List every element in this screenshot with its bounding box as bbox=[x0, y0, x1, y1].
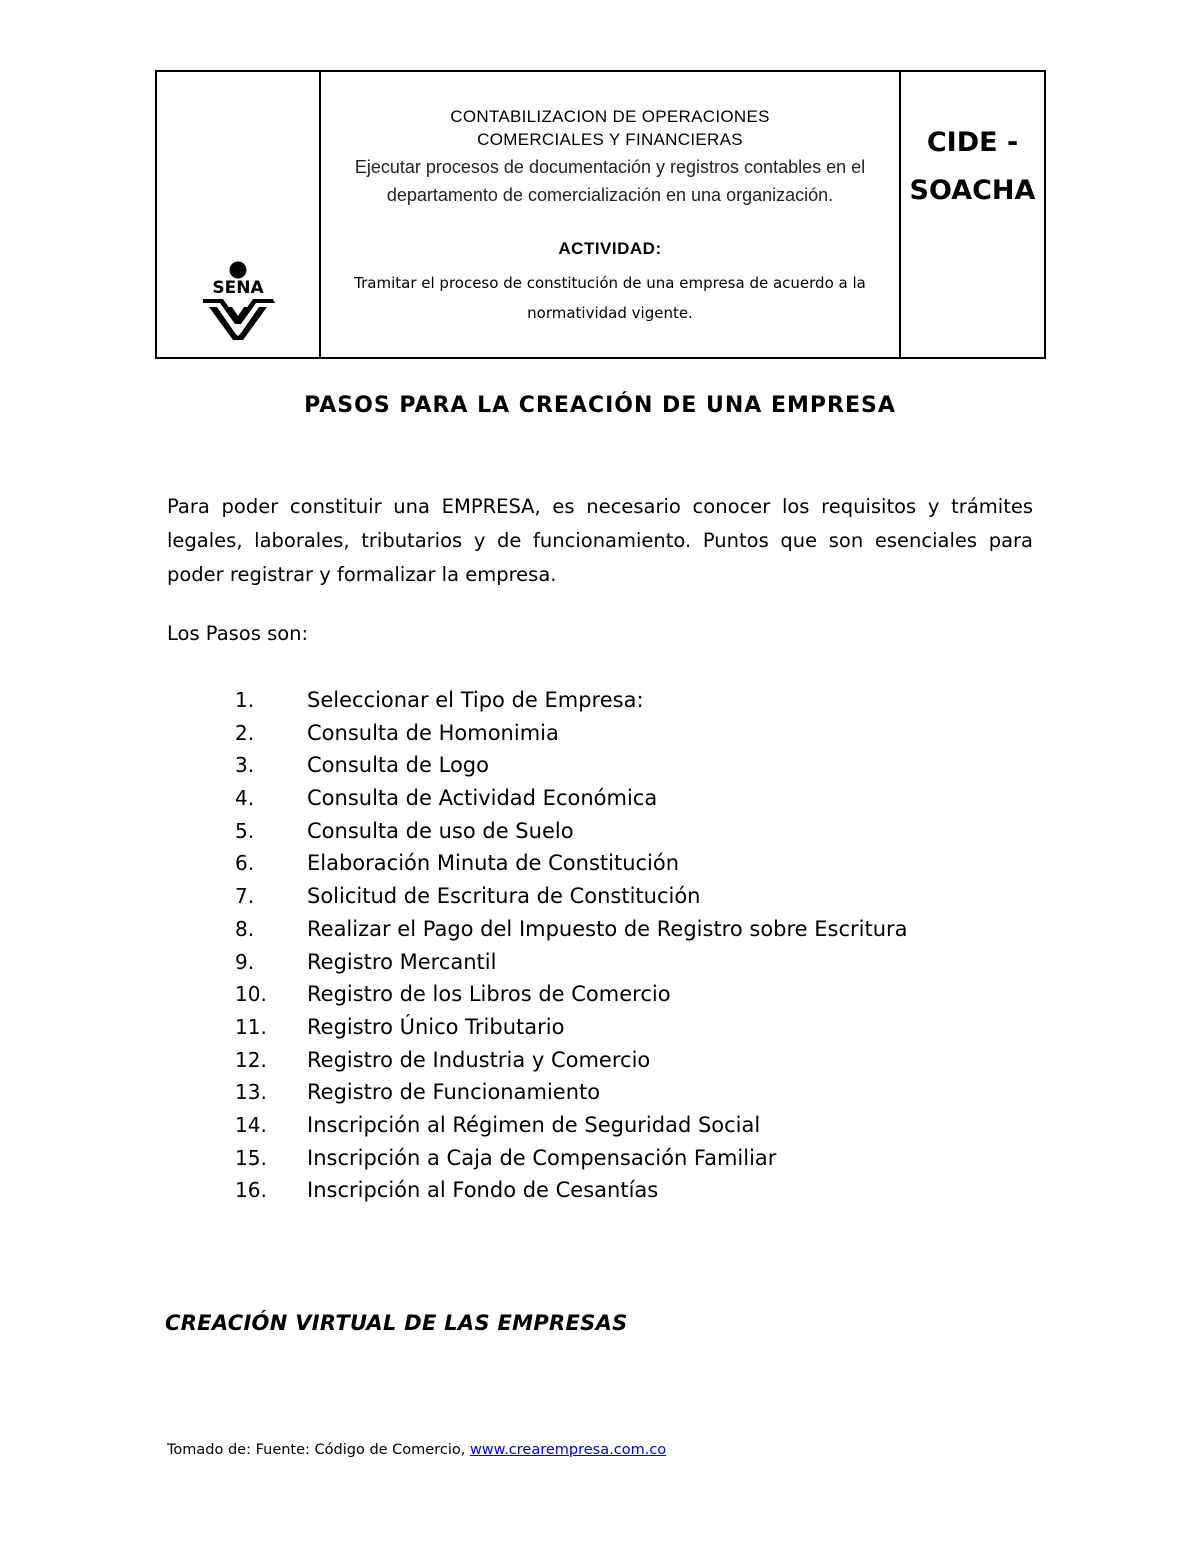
center-name-line2: SOACHA bbox=[909, 175, 1036, 206]
step-number: 12. bbox=[235, 1047, 267, 1072]
step-number: 5. bbox=[235, 818, 255, 843]
step-number: 9. bbox=[235, 949, 255, 974]
header-table bbox=[155, 70, 1046, 359]
header-right-cell bbox=[901, 72, 1044, 357]
step-text: Consulta de Actividad Económica bbox=[307, 786, 658, 811]
activity-text: Tramitar el proceso de constitución de una empresa de acuerdo a la normatividad vigente. bbox=[354, 274, 866, 322]
step-text: Consulta de uso de Suelo bbox=[307, 818, 574, 843]
step-item bbox=[235, 1048, 908, 1081]
step-item bbox=[235, 819, 908, 852]
step-text: Inscripción a Caja de Compensación Familiar bbox=[307, 1145, 777, 1170]
step-item bbox=[235, 982, 908, 1015]
step-item bbox=[235, 917, 908, 950]
step-text: Elaboración Minuta de Constitución bbox=[307, 851, 680, 876]
steps-label: Los Pasos son: bbox=[167, 622, 309, 645]
step-text: Registro Mercantil bbox=[307, 949, 497, 974]
step-number: 11. bbox=[235, 1014, 267, 1039]
step-item bbox=[235, 1178, 908, 1211]
step-item bbox=[235, 1080, 908, 1113]
step-number: 2. bbox=[235, 720, 255, 745]
footer-prefix: Tomado de: Fuente: Código de Comercio, bbox=[167, 1442, 470, 1458]
steps-list bbox=[235, 688, 908, 1211]
course-title-line1: CONTABILIZACION DE OPERACIONES bbox=[450, 107, 770, 126]
header-middle-cell bbox=[321, 72, 901, 357]
step-text: Inscripción al Fondo de Cesantías bbox=[307, 1178, 659, 1203]
step-text: Solicitud de Escritura de Constitución bbox=[307, 884, 701, 909]
step-number: 13. bbox=[235, 1080, 267, 1105]
step-number: 14. bbox=[235, 1112, 267, 1137]
step-item bbox=[235, 1015, 908, 1048]
step-item bbox=[235, 688, 908, 721]
logo-cell bbox=[157, 72, 321, 357]
step-item bbox=[235, 884, 908, 917]
step-text: Seleccionar el Tipo de Empresa: bbox=[307, 688, 644, 712]
step-item bbox=[235, 950, 908, 983]
sena-logo bbox=[197, 260, 281, 344]
step-number: 1. bbox=[235, 688, 255, 712]
step-item bbox=[235, 753, 908, 786]
course-title-line2: COMERCIALES Y FINANCIERAS bbox=[477, 130, 743, 149]
center-name-line1: CIDE - bbox=[926, 127, 1019, 158]
step-number: 3. bbox=[235, 753, 255, 778]
step-text: Consulta de Homonimia bbox=[307, 720, 559, 745]
step-text: Realizar el Pago del Impuesto de Registro sobre Escritura bbox=[307, 916, 908, 941]
step-number: 7. bbox=[235, 884, 255, 909]
step-number: 10. bbox=[235, 982, 267, 1007]
step-item bbox=[235, 786, 908, 819]
step-number: 4. bbox=[235, 786, 255, 811]
step-text: Registro Único Tributario bbox=[307, 1014, 565, 1039]
step-number: 6. bbox=[235, 851, 255, 876]
step-text: Consulta de Logo bbox=[307, 753, 489, 778]
step-text: Registro de Funcionamiento bbox=[307, 1080, 601, 1105]
step-text: Registro de los Libros de Comercio bbox=[307, 982, 671, 1007]
logo-text: SENA bbox=[212, 278, 264, 298]
intro-paragraph: Para poder constituir una EMPRESA, es necesario conocer los requisitos y trámites legales, laborales, tributarios y de funcionamiento. Puntos que son esenciales para poder registrar y formalizar la empresa. bbox=[167, 495, 1033, 586]
step-number: 15. bbox=[235, 1145, 267, 1170]
step-text: Inscripción al Régimen de Seguridad Social bbox=[307, 1112, 761, 1137]
footer-link[interactable]: www.crearempresa.com.co bbox=[469, 1442, 667, 1458]
activity-label: ACTIVIDAD: bbox=[558, 239, 662, 258]
page-title: PASOS PARA LA CREACIÓN DE UNA EMPRESA bbox=[304, 393, 896, 418]
step-item bbox=[235, 721, 908, 754]
course-description: Ejecutar procesos de documentación y registros contables en el departamento de comercialización en una organización. bbox=[354, 157, 866, 205]
step-text: Registro de Industria y Comercio bbox=[307, 1047, 651, 1072]
step-item bbox=[235, 1146, 908, 1179]
step-number: 16. bbox=[235, 1178, 267, 1203]
section-title: CREACIÓN VIRTUAL DE LAS EMPRESAS bbox=[165, 1311, 628, 1335]
step-item bbox=[235, 1113, 908, 1146]
step-item bbox=[235, 851, 908, 884]
footer-source bbox=[167, 1442, 666, 1458]
step-number: 8. bbox=[235, 916, 255, 941]
